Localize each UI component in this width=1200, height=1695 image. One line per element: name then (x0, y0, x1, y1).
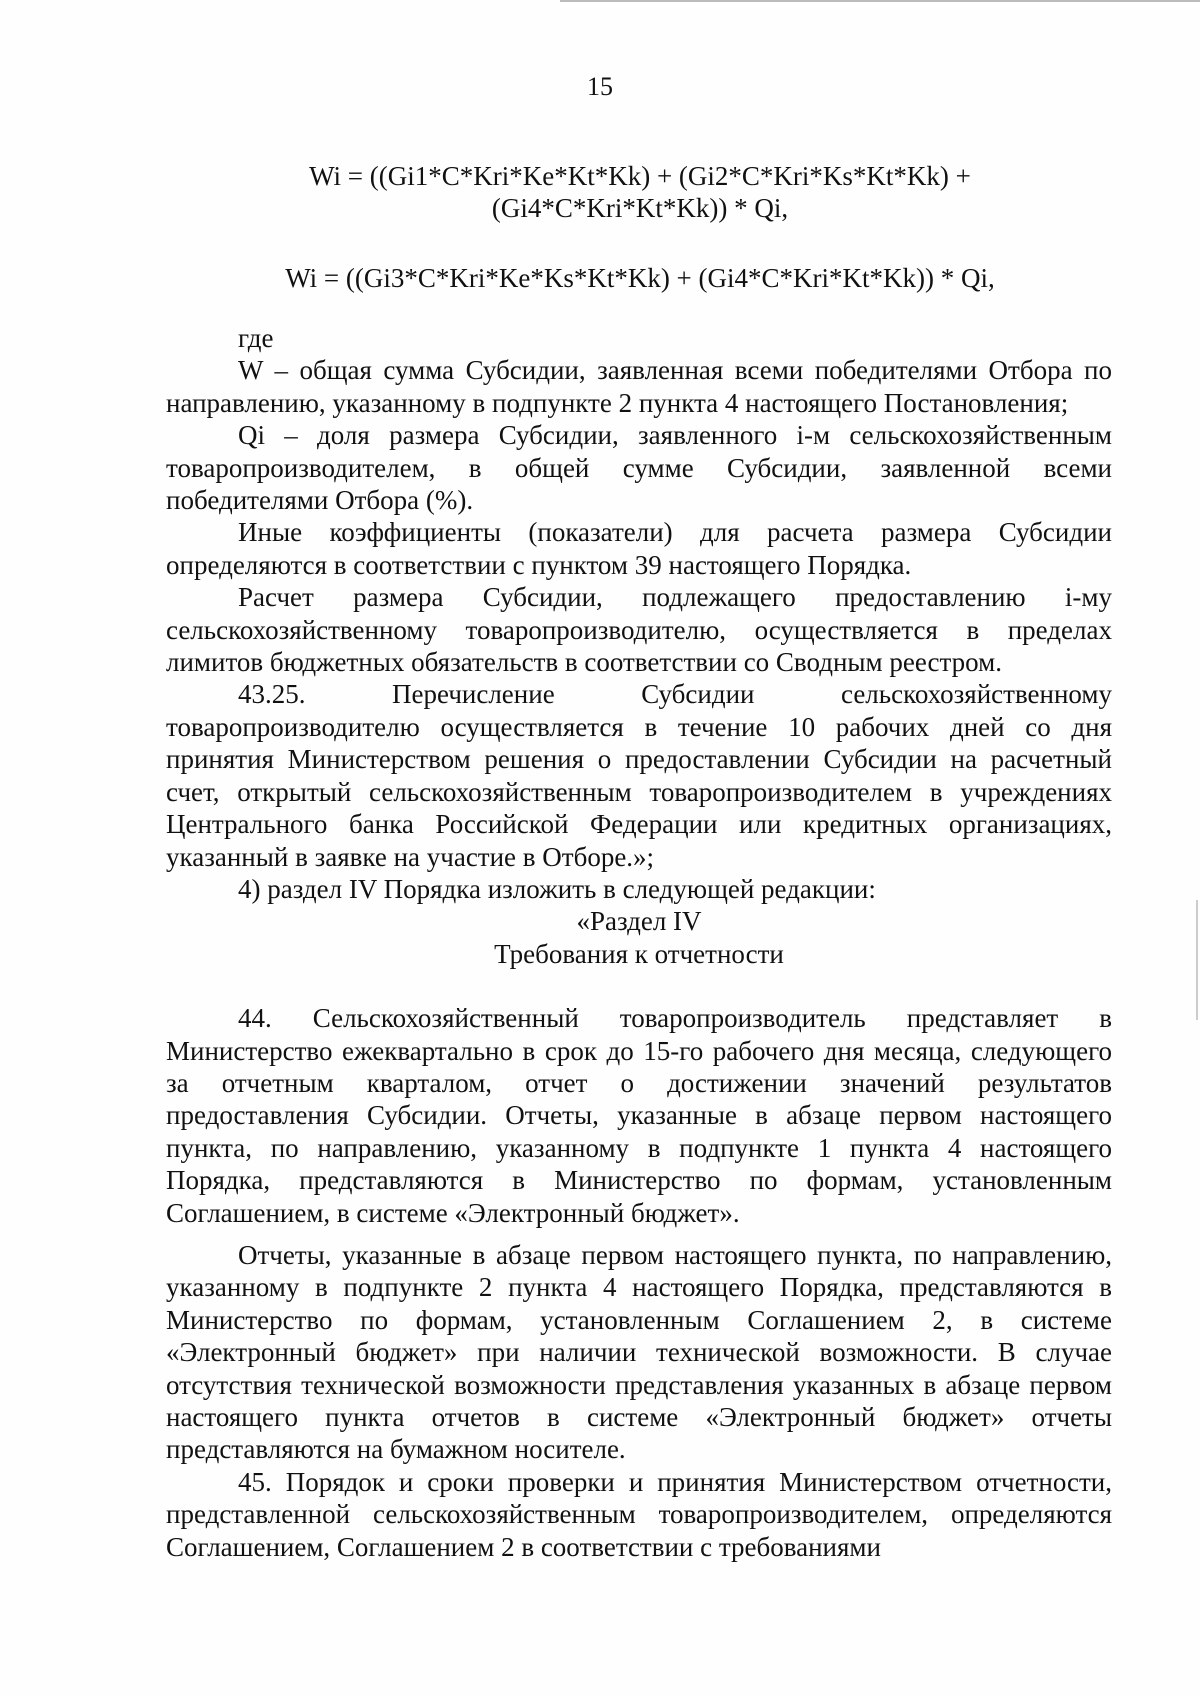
scan-edge-mark (1196, 900, 1198, 1020)
scan-edge-line (560, 0, 1200, 2)
document-body (166, 322, 1112, 1563)
formula-1-line-2: (Gi4*C*Kri*Kt*Kk)) * Qi, (491, 193, 789, 223)
paragraph-44-reports: Отчеты, указанные в абзаце первом настоящего пункта, по направлению, указанному в подпункте 2 пункта 4 настоящего Порядка, представляются в Министерство по формам, установленным Соглашением 2, в системе «Электронный бюджет» при наличии технической возможности. В случае отсутствия технической возможности представления указанных в абзаце первом настоящего пункта отчетов в системе «Электронный бюджет» отчеты представляются на бумажном носителе. (166, 1239, 1112, 1465)
section-heading: «Раздел IV (576, 906, 702, 937)
where-label: где (238, 323, 274, 353)
section-title: Требования к отчетности (494, 938, 784, 969)
formula-block-1 (160, 160, 1120, 224)
formula-2-line: Wi = ((Gi3*C*Kri*Ke*Ks*Kt*Kk) + (Gi4*C*Kri*Kt*Kk)) * Qi, (285, 263, 995, 293)
definition-qi: Qi – доля размера Субсидии, заявленного i-м сельскохозяйственным товаропроизводителем, в общей сумме Субсидии, заявленной всеми победителями Отбора (%). (166, 420, 1112, 516)
formula-block-2 (160, 262, 1120, 294)
paragraph-43-25: 43.25. Перечисление Субсидии сельскохозяйственному товаропроизводителю осуществляется в течение 10 рабочих дней со дня принятия Министерством решения о предоставлении Субсидии на расчетный счет, открытый сельскохозяйственным товаропроизводителем в учреждениях Центрального банка Российской Федерации или кредитных организациях, указанный в заявке на участие в Отборе.»; (166, 679, 1112, 872)
paragraph-other-coefficients: Иные коэффициенты (показатели) для расчета размера Субсидии определяются в соответствии с пунктом 39 настоящего Порядка. (166, 517, 1112, 580)
paragraph-item-4: 4) раздел IV Порядка изложить в следующей редакции: (238, 873, 876, 904)
paragraph-44: 44. Сельскохозяйственный товаропроизводитель представляет в Министерство ежеквартально в срок до 15-го рабочего дня месяца, следующего за отчетным кварталом, отчет о достижении значений результатов предоставления Субсидии. Отчеты, указанные в абзаце первом настоящего пункта, по направлению, указанному в подпункте 1 пункта 4 настоящего Порядка, представляются в Министерство по формам, установленным Соглашением, в системе «Электронный бюджет». (166, 1003, 1112, 1228)
paragraph-45: 45. Порядок и сроки проверки и принятия Министерством отчетности, представленной сельскохозяйственным товаропроизводителем, определяются Соглашением, Соглашением 2 в соответствии с требованиями (166, 1466, 1112, 1562)
paragraph-calculation: Расчет размера Субсидии, подлежащего предоставлению i-му сельскохозяйственному товаропроизводителю, осуществляется в пределах лимитов бюджетных обязательств в соответствии со Сводным реестром. (166, 582, 1112, 678)
page-number: 15 (587, 72, 613, 101)
definition-w: W – общая сумма Субсидии, заявленная всеми победителями Отбора по направлению, указанному в подпункте 2 пункта 4 настоящего Постановления; (166, 355, 1112, 418)
formula-1-line-1: Wi = ((Gi1*C*Kri*Ke*Kt*Kk) + (Gi2*C*Kri*Ks*Kt*Kk) + (309, 161, 971, 191)
